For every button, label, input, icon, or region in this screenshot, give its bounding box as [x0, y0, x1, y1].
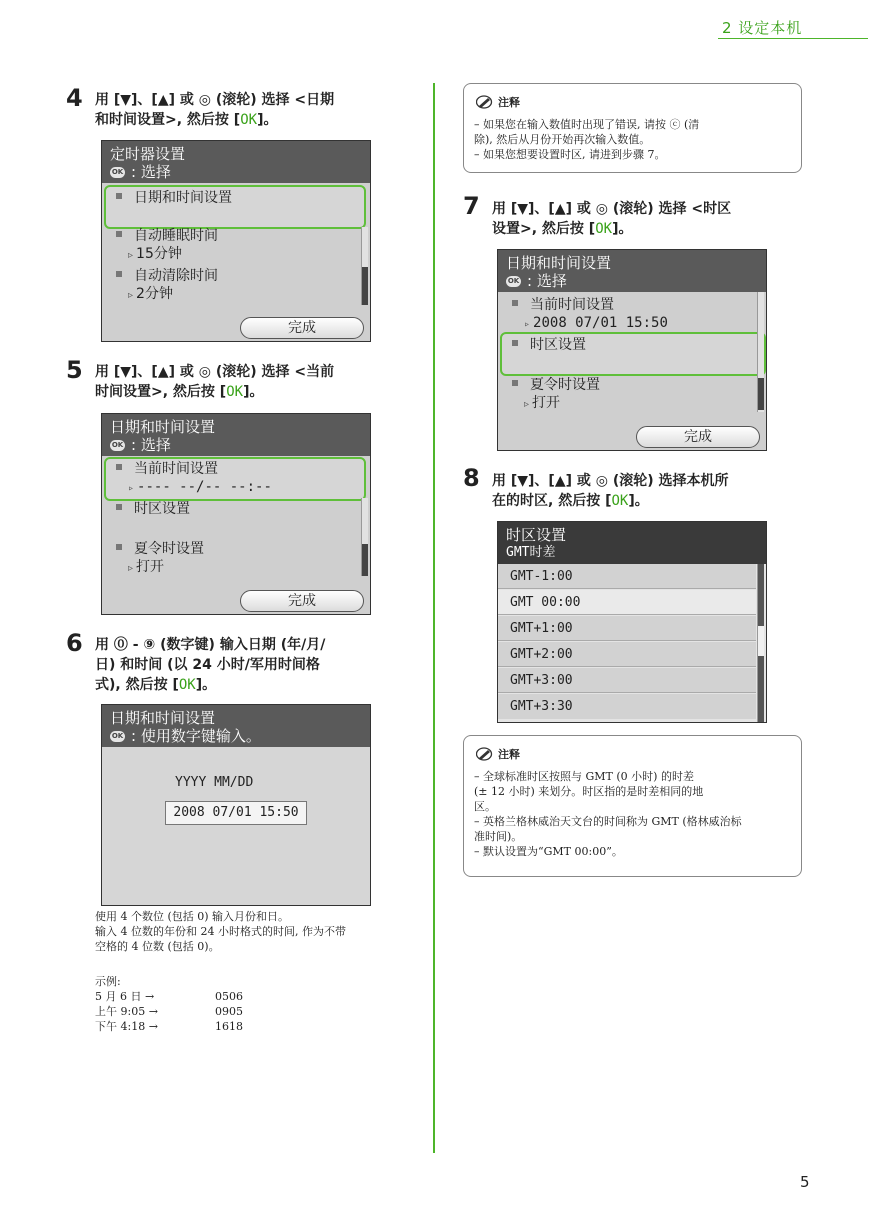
menu-item-label: 当前时间设置 — [530, 297, 614, 313]
step-7-instruction — [492, 199, 812, 239]
screen-subtitle: GMT时差 — [506, 545, 556, 560]
menu-item-value: ▹ ---- --/-- --:-- — [116, 478, 272, 498]
step-7-line1: 用 [▼]、[▲] 或 ◎ (滚轮) 选择 <时区 — [492, 201, 732, 217]
example-when: 下午 4:18 → — [95, 1020, 158, 1033]
desc-line: 使用 4 个数位 (包括 0) 输入月份和日。 — [95, 910, 290, 923]
header-rule — [718, 38, 868, 39]
ok-button-icon: OK — [111, 731, 124, 740]
step-4-instruction — [95, 90, 415, 130]
note-line: – 全球标准时区按照与 GMT (0 小时) 的时差 — [474, 770, 694, 783]
menu-item-value: ▹ 打开 — [116, 558, 204, 578]
bullet-icon — [116, 271, 122, 277]
menu-item-value: ▹ 15分钟 — [116, 245, 218, 265]
time-zone-option[interactable]: GMT+3:00 — [498, 668, 756, 693]
note-title: 注释 — [498, 748, 520, 761]
ok-key-label: OK — [240, 112, 258, 128]
step-7-line2 — [492, 219, 812, 239]
step-5-instruction — [95, 362, 415, 402]
menu-item-value: ▹ 2008 07/01 15:50 — [512, 314, 668, 334]
screen-header — [102, 414, 370, 456]
examples — [95, 974, 295, 1034]
step-5-line2 — [95, 382, 415, 402]
menu-item-current-time[interactable] — [116, 460, 272, 498]
note-line: 除), 然后从月份开始再次输入数值。 — [474, 133, 651, 146]
bullet-icon — [512, 380, 518, 386]
screen-header — [498, 522, 766, 564]
step-8-line1: 用 [▼]、[▲] 或 ◎ (滚轮) 选择本机所 — [492, 473, 729, 489]
ok-button-icon: OK — [111, 167, 124, 176]
screen-hint: : 选择 — [131, 436, 171, 454]
step-6-line2: 日) 和时间 (以 24 小时/军用时间格 — [95, 657, 320, 673]
scrollbar[interactable] — [757, 292, 764, 412]
step-5-line1: 用 [▼]、[▲] 或 ◎ (滚轮) 选择 <当前 — [95, 364, 335, 380]
screen-title: 日期和时间设置 — [506, 254, 612, 272]
menu-item-label: 夏令时设置 — [530, 377, 600, 393]
scroll-thumb[interactable] — [758, 626, 764, 656]
step-6-screen — [101, 704, 371, 906]
step-4-screen — [101, 140, 371, 342]
menu-item-time-zone[interactable] — [116, 500, 190, 518]
bullet-icon — [116, 504, 122, 510]
example-title: 示例: — [95, 975, 121, 988]
example-code: 0905 — [215, 1005, 243, 1018]
screen-hint: : 使用数字键输入。 — [131, 727, 261, 745]
time-zone-option[interactable]: GMT+2:00 — [498, 642, 756, 667]
note-box-2 — [463, 735, 802, 877]
date-time-input[interactable]: 2008 07/01 15:50 — [165, 801, 307, 825]
pencil-note-icon — [476, 747, 494, 761]
screen-header — [498, 250, 766, 292]
step-4-line2-end: ]。 — [257, 112, 278, 128]
step-5-screen — [101, 413, 371, 615]
step-6-instruction — [95, 635, 415, 695]
note-line: – 如果您想要设置时区, 请进到步骤 7。 — [474, 148, 666, 161]
note-header — [476, 746, 520, 762]
screen-hint: : 选择 — [131, 163, 171, 181]
time-zone-option[interactable]: GMT+1:00 — [498, 616, 756, 641]
note-line: – 英格兰格林威治天文台的时间称为 GMT (格林威治标 — [474, 815, 742, 828]
note-header — [476, 94, 520, 110]
desc-line: 输入 4 位数的年份和 24 小时格式的时间, 作为不带 — [95, 925, 346, 938]
screen-header — [102, 141, 370, 183]
menu-item-auto-sleep[interactable] — [116, 227, 218, 265]
step-8-instruction — [492, 471, 812, 511]
menu-item-date-time[interactable] — [116, 189, 232, 207]
scrollbar[interactable] — [361, 227, 368, 305]
note-line: 区。 — [474, 800, 496, 813]
menu-item-label: 日期和时间设置 — [134, 190, 232, 206]
step-5-number: 5 — [66, 356, 83, 384]
date-format-label: YYYY MM/DD — [175, 775, 254, 790]
menu-item-label: 自动睡眠时间 — [134, 228, 218, 244]
ok-key-label: OK — [611, 493, 629, 509]
screen-title: 日期和时间设置 — [110, 418, 216, 436]
bullet-icon — [116, 231, 122, 237]
step-5-line2-text: 时间设置>, 然后按 [ — [95, 384, 227, 400]
note-line: 准时间)。 — [474, 830, 523, 843]
time-zone-option[interactable]: GMT-1:00 — [498, 564, 756, 589]
ok-key-label: OK — [226, 384, 244, 400]
bullet-icon — [512, 300, 518, 306]
note-box-1 — [463, 83, 802, 173]
menu-item-label: 时区设置 — [530, 337, 586, 353]
step-8-screen — [497, 521, 767, 723]
menu-item-dst[interactable] — [116, 540, 204, 578]
step-7-number: 7 — [463, 192, 480, 220]
step-8-line2-text: 在的时区, 然后按 [ — [492, 493, 612, 509]
time-zone-option[interactable]: GMT 00:00 — [498, 590, 756, 615]
menu-item-label: 当前时间设置 — [134, 461, 218, 477]
desc-line: 空格的 4 位数 (包括 0)。 — [95, 940, 220, 953]
done-button[interactable]: 完成 — [636, 426, 760, 448]
step-6-line1: 用 ⓪ - ⑨ (数字键) 输入日期 (年/月/ — [95, 637, 326, 653]
menu-item-label: 夏令时设置 — [134, 541, 204, 557]
bullet-icon — [116, 193, 122, 199]
page-number: 5 — [800, 1173, 810, 1191]
step-4-line1: 用 [▼]、[▲] 或 ◎ (滚轮) 选择 <日期 — [95, 92, 335, 108]
step-6-line3 — [95, 675, 415, 695]
ok-button-icon: OK — [111, 440, 124, 449]
screen-title: 时区设置 — [506, 526, 567, 544]
done-button[interactable]: 完成 — [240, 317, 364, 339]
bullet-icon — [512, 340, 518, 346]
step-6-line3-end: ]。 — [195, 677, 217, 693]
column-divider — [433, 83, 435, 1153]
ok-button-icon: OK — [507, 276, 520, 285]
menu-item-value: ▹ 2分钟 — [116, 285, 218, 305]
time-zone-option[interactable]: GMT+3:30 — [498, 694, 756, 719]
section-title: 2 设定本机 — [722, 19, 803, 37]
scrollbar[interactable] — [757, 564, 764, 722]
step-7-line2-text: 设置>, 然后按 [ — [492, 221, 596, 237]
example-when: 5 月 6 日 → — [95, 990, 155, 1003]
note-line: – 如果您在输入数值时出现了错误, 请按 ⓒ (清 — [474, 118, 700, 131]
menu-item-dst[interactable] — [512, 376, 600, 414]
scroll-thumb[interactable] — [758, 378, 764, 410]
step-8-line2 — [492, 491, 812, 511]
step-4-line2 — [95, 110, 415, 130]
step-7-screen — [497, 249, 767, 451]
bullet-icon — [116, 464, 122, 470]
menu-item-label: 自动清除时间 — [134, 268, 218, 284]
screen-header — [102, 705, 370, 747]
screen-title: 定时器设置 — [110, 145, 186, 163]
menu-item-auto-clear[interactable] — [116, 267, 218, 305]
ok-key-label: OK — [595, 221, 613, 237]
example-when: 上午 9:05 → — [95, 1005, 158, 1018]
step-8-line2-end: ]。 — [628, 493, 649, 509]
step-7-line2-end: ]。 — [612, 221, 633, 237]
scrollbar[interactable] — [361, 498, 368, 576]
step-6-number: 6 — [66, 629, 83, 657]
menu-item-value: ▹ 打开 — [512, 394, 600, 414]
done-button[interactable]: 完成 — [240, 590, 364, 612]
menu-item-label: 时区设置 — [134, 501, 190, 517]
menu-item-time-zone[interactable] — [512, 336, 586, 354]
note-line: (± 12 小时) 来划分。时区指的是时差相同的地 — [474, 785, 704, 798]
note-line: – 默认设置为“GMT 00:00”。 — [474, 845, 623, 858]
menu-item-current-time[interactable] — [512, 296, 668, 334]
pencil-note-icon — [476, 95, 494, 109]
step-6-line3-text: 式), 然后按 [ — [95, 677, 179, 693]
scroll-thumb[interactable] — [362, 544, 368, 576]
scroll-thumb[interactable] — [362, 267, 368, 305]
step-8-number: 8 — [463, 464, 480, 492]
step-5-line2-end: ]。 — [243, 384, 264, 400]
example-code: 1618 — [215, 1020, 243, 1033]
bullet-icon — [116, 544, 122, 550]
example-code: 0506 — [215, 990, 243, 1003]
ok-key-label: OK — [178, 677, 196, 693]
step-4-number: 4 — [66, 84, 83, 112]
step-4-line2-text: 和时间设置>, 然后按 [ — [95, 112, 241, 128]
step-6-description — [95, 909, 415, 954]
note-title: 注释 — [498, 96, 520, 109]
screen-hint: : 选择 — [527, 272, 567, 290]
screen-title: 日期和时间设置 — [110, 709, 216, 727]
